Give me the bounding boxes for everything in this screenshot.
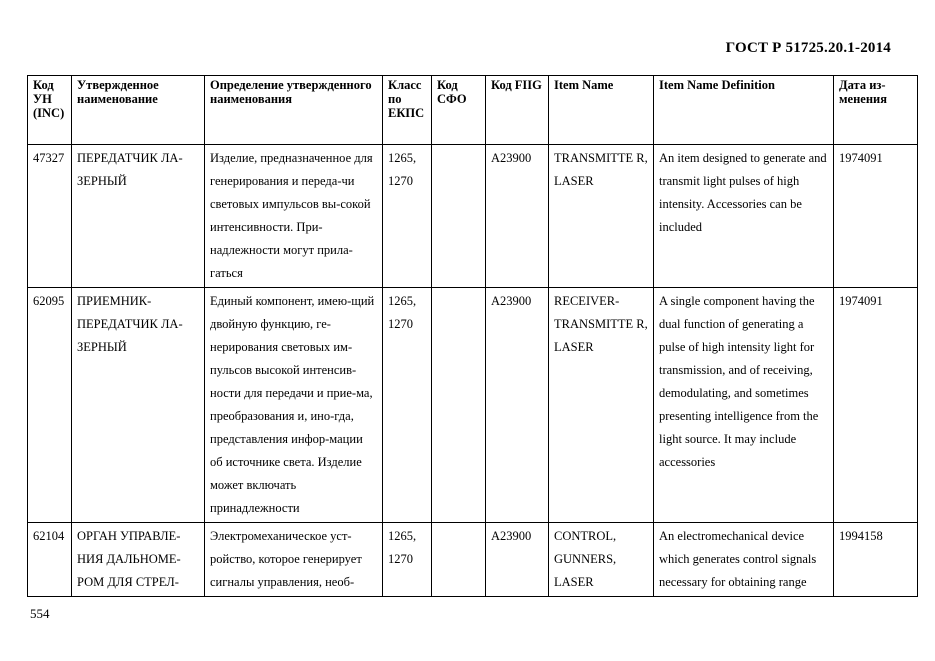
cell-inc: 62095	[28, 288, 72, 523]
document-code: ГОСТ Р 51725.20.1-2014	[725, 40, 891, 56]
cell-class: 1265, 1270	[383, 523, 432, 597]
cell-definition: Электромеханическое уст-ройство, которое генерирует сигналы управления, необ-	[205, 523, 383, 597]
cell-name: ОРГАН УПРАВЛЕ-НИЯ ДАЛЬНОМЕ-РОМ ДЛЯ СТРЕЛ-	[72, 523, 205, 597]
col-item-def-header: Item Name Definition	[654, 76, 834, 145]
table-row	[28, 145, 918, 288]
cell-name: ПРИЕМНИК-ПЕРЕДАТЧИК ЛА-ЗЕРНЫЙ	[72, 288, 205, 523]
col-inc-header: Код УН (INC)	[28, 76, 72, 145]
cell-name: ПЕРЕДАТЧИК ЛА-ЗЕРНЫЙ	[72, 145, 205, 288]
table-row	[28, 288, 918, 523]
cell-item-def: An electromechanical device which generates control signals necessary for obtaining range	[654, 523, 834, 597]
table-header	[28, 76, 918, 145]
col-definition-header: Определение утвержденного наименования	[205, 76, 383, 145]
col-date-header: Дата из-менения	[834, 76, 918, 145]
cell-fiig: A23900	[486, 288, 549, 523]
cell-class: 1265, 1270	[383, 288, 432, 523]
cell-fiig: A23900	[486, 523, 549, 597]
cell-item-def: A single component having the dual function of generating a pulse of high intensity light for transmission, and of receiving, demodulating, and sometimes presenting intelligence from the light source. It may include accessories	[654, 288, 834, 523]
cell-sfo	[432, 145, 486, 288]
cell-definition: Изделие, предназначенное для генерирования и переда-чи световых импульсов вы-сокой интенсивности. При-надлежности могут прила-гаться	[205, 145, 383, 288]
cell-item-name: TRANSMITTE R, LASER	[549, 145, 654, 288]
cell-date: 1994158	[834, 523, 918, 597]
cell-item-name: CONTROL, GUNNERS, LASER	[549, 523, 654, 597]
cell-sfo	[432, 288, 486, 523]
cell-item-name: RECEIVER-TRANSMITTE R, LASER	[549, 288, 654, 523]
cell-inc: 62104	[28, 523, 72, 597]
page-number: 554	[30, 606, 50, 621]
cell-fiig: A23900	[486, 145, 549, 288]
table-row	[28, 523, 918, 597]
col-name-header: Утвержденное наименование	[72, 76, 205, 145]
cell-date: 1974091	[834, 145, 918, 288]
cell-class: 1265, 1270	[383, 145, 432, 288]
item-names-table	[27, 75, 918, 597]
cell-date: 1974091	[834, 288, 918, 523]
col-item-name-header: Item Name	[549, 76, 654, 145]
cell-inc: 47327	[28, 145, 72, 288]
cell-item-def: An item designed to generate and transmit light pulses of high intensity. Accessories can be included	[654, 145, 834, 288]
col-sfo-header: Код СФО	[432, 76, 486, 145]
col-class-header: Класс по ЕКПС	[383, 76, 432, 145]
col-fiig-header: Код FIIG	[486, 76, 549, 145]
cell-definition: Единый компонент, имею-щий двойную функцию, ге-нерирования световых им-пульсов высокой интенсив-ности для передачи и прие-ма, преобразования и, ино-гда, представления инфор-мации об источнике света. Изделие может включать принадлежности	[205, 288, 383, 523]
cell-sfo	[432, 523, 486, 597]
